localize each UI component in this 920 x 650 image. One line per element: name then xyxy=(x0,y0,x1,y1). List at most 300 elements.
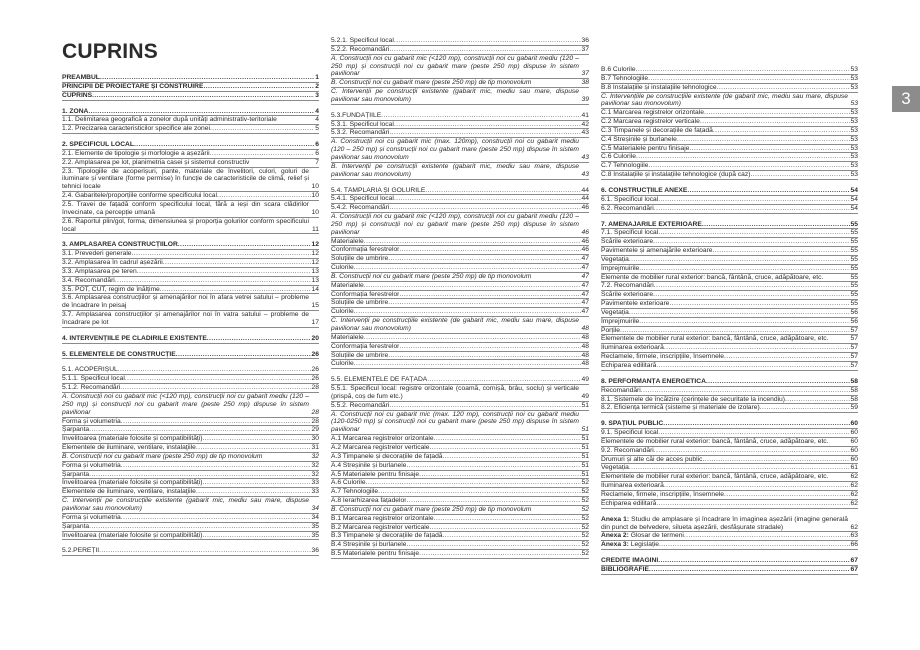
toc-page-number: 55 xyxy=(850,247,858,255)
toc-entry[interactable] xyxy=(331,308,589,317)
toc-dot-leader xyxy=(427,376,580,384)
toc-page-number: 62 xyxy=(850,490,858,498)
toc-entry[interactable] xyxy=(601,282,858,291)
toc-entry[interactable] xyxy=(62,479,319,488)
toc-dot-leader xyxy=(704,109,850,117)
toc-dot-leader xyxy=(636,153,850,161)
toc-page-number: 30 xyxy=(311,435,319,443)
toc-entry[interactable] xyxy=(601,482,858,491)
toc-entry[interactable] xyxy=(601,353,858,362)
toc-entry[interactable] xyxy=(601,187,858,196)
toc-entry[interactable] xyxy=(331,138,589,163)
toc-page-number: 10 xyxy=(311,192,319,200)
toc-dot-leader xyxy=(636,66,850,74)
toc-entry[interactable] xyxy=(331,46,589,55)
toc-entry[interactable] xyxy=(601,464,858,473)
toc-entry[interactable] xyxy=(601,362,858,371)
toc-page-number: 52 xyxy=(581,541,589,549)
toc-dot-leader xyxy=(89,471,310,479)
toc-entry-title: B.5 Materialele pentru finisaje xyxy=(331,550,420,558)
toc-entry[interactable] xyxy=(601,516,858,533)
toc-entry-title: Materialele xyxy=(331,281,364,289)
toc-entry[interactable] xyxy=(601,221,858,230)
toc-entry-title: Șarpanta xyxy=(62,470,90,478)
toc-page-number: 58 xyxy=(850,395,858,403)
toc-entry[interactable] xyxy=(62,125,319,134)
toc-entry[interactable] xyxy=(601,274,858,283)
toc-entry[interactable] xyxy=(601,291,858,300)
toc-entry[interactable] xyxy=(62,74,319,83)
toc-page-number: 4 xyxy=(315,116,319,124)
toc-entry-title: 2.2. Amplasarea pe lot, planimetria casei și sistemul constructiv xyxy=(62,158,250,166)
toc-entry[interactable] xyxy=(331,343,589,352)
toc-entry[interactable] xyxy=(331,163,589,180)
toc-entry-title: Anexa 3: Legislație xyxy=(601,541,660,549)
toc-entry-title: 2.3. Tipologiile de acoperișuri, pante, materiale de învelitori, culori, goluri de iluminare și ventilare (forme permise) în funcție de caracteristicile de climă, relief și tehnici locale xyxy=(62,167,309,191)
toc-page-number: 53 xyxy=(850,74,858,82)
toc-dot-leader xyxy=(654,447,850,455)
toc-column-3 xyxy=(601,66,858,575)
toc-dot-leader xyxy=(364,282,581,290)
toc-entry-title: Iluminarea exterioară xyxy=(601,482,664,490)
toc-entry[interactable] xyxy=(62,108,319,117)
toc-entry-title: 2.4. Gabaritele/proporțiile conforme specificului local xyxy=(62,192,218,200)
toc-entry[interactable] xyxy=(331,506,589,515)
toc-entry-title: Șarpanta xyxy=(62,522,90,530)
toc-entry[interactable] xyxy=(601,162,858,171)
toc-entry-title: A.8 Ierarhizarea fațadelor xyxy=(331,497,407,505)
toc-page-number: 46 xyxy=(581,228,589,236)
toc-entry[interactable] xyxy=(331,264,589,273)
toc-dot-leader xyxy=(210,125,314,133)
toc-page-number: 20 xyxy=(311,334,319,342)
toc-entry-title: C. Intervenții pe construcțiile existente (gabarit mic, mediu sau mare, dispuse pavilionar sau monovolum) xyxy=(62,497,309,512)
toc-dot-leader xyxy=(629,464,850,472)
toc-entry[interactable] xyxy=(331,37,589,46)
toc-page-number: 63 xyxy=(850,532,858,540)
toc-entry-title: Elementele de iluminare, ventilare, instalaţiile xyxy=(62,488,196,496)
toc-entry[interactable] xyxy=(331,273,589,282)
toc-entry-title: B. Construcții noi cu gabarit mare (peste 250 mp) de tip monovolum xyxy=(331,79,532,87)
toc-entry[interactable] xyxy=(62,393,319,418)
toc-dot-leader xyxy=(750,171,849,179)
toc-page-number: 38 xyxy=(581,79,589,87)
toc-entry-title: B.1 Marcarea registrelor orizontale xyxy=(331,514,434,522)
toc-dot-leader xyxy=(641,387,850,395)
toc-entry[interactable] xyxy=(601,109,858,118)
toc-entry[interactable] xyxy=(331,55,589,80)
toc-spacer xyxy=(331,180,589,187)
toc-page-number: 43 xyxy=(581,153,589,161)
toc-entry[interactable] xyxy=(62,250,319,259)
toc-entry[interactable] xyxy=(331,213,589,238)
toc-page-number: 55 xyxy=(850,273,858,281)
toc-entry[interactable] xyxy=(601,387,858,396)
toc-entry-title: C.5 Materialele pentru finisaje xyxy=(601,144,690,152)
toc-entry[interactable] xyxy=(601,196,858,205)
toc-entry[interactable] xyxy=(331,376,589,385)
toc-page-number: 51 xyxy=(581,426,589,434)
toc-entry[interactable] xyxy=(601,335,858,344)
toc-page-number: 52 xyxy=(581,488,589,496)
toc-entry-title: A. Construcții noi cu gabarit mic (max. 120mp), construcții noi cu gabarit mediu (120 – 250 mp) și construcții noi cu gabarit mare (peste 250 mp) dispuse în sistem pavilionar sau monovolum xyxy=(331,138,579,161)
toc-entry[interactable] xyxy=(331,444,589,453)
toc-entry[interactable] xyxy=(331,435,589,444)
toc-entry[interactable] xyxy=(331,282,589,291)
toc-entry[interactable] xyxy=(601,136,858,145)
toc-entry[interactable] xyxy=(62,116,319,125)
toc-page-number: 53 xyxy=(850,162,858,170)
toc-entry[interactable] xyxy=(62,351,319,360)
toc-page-number: 44 xyxy=(581,186,589,194)
toc-entry[interactable] xyxy=(62,311,319,328)
toc-entry[interactable] xyxy=(331,246,589,255)
toc-page-number: 52 xyxy=(581,550,589,558)
toc-page-number: 52 xyxy=(581,523,589,531)
toc-dot-leader xyxy=(689,145,849,153)
toc-entry-title: Conformația ferestrelor xyxy=(331,246,400,254)
toc-spacer xyxy=(62,328,319,335)
toc-page-number: 3 xyxy=(315,91,319,99)
toc-entry[interactable] xyxy=(601,127,858,136)
toc-entry[interactable] xyxy=(601,541,858,550)
toc-entry-title: 3. AMPLASAREA CONSTRUCȚIILOR xyxy=(62,241,178,249)
toc-page-number: 42 xyxy=(581,120,589,128)
toc-entry[interactable] xyxy=(601,344,858,353)
toc-entry-title: Recomandări xyxy=(601,386,641,394)
toc-page-number: 51 xyxy=(581,401,589,409)
toc-page-number: 6 xyxy=(315,141,319,149)
toc-entry[interactable] xyxy=(62,426,319,435)
toc-page-number: 4 xyxy=(315,107,319,115)
toc-entry[interactable] xyxy=(601,238,858,247)
toc-entry[interactable] xyxy=(62,201,319,218)
toc-page-number: 62 xyxy=(850,523,858,531)
toc-entry[interactable] xyxy=(601,93,858,110)
toc-entry[interactable] xyxy=(331,471,589,480)
toc-entry[interactable] xyxy=(331,479,589,488)
toc-page-number: 1 xyxy=(315,74,319,81)
toc-entry[interactable] xyxy=(331,317,589,334)
toc-entry[interactable] xyxy=(62,523,319,532)
toc-entry[interactable] xyxy=(62,366,319,375)
toc-entry-title: 9.1. Specificul local xyxy=(601,429,659,437)
toc-entry-title: 1.1. Delimitarea geografică a zonelor după unități administrativ-teritoriale xyxy=(62,116,277,124)
toc-entry[interactable] xyxy=(601,118,858,127)
toc-entry[interactable] xyxy=(331,187,589,196)
toc-dot-leader xyxy=(366,479,581,487)
toc-entry-title: C.2 Marcarea registrelor verticale xyxy=(601,118,700,126)
toc-dot-leader xyxy=(653,238,850,246)
toc-entry-title: Elementele de iluminare, ventilare, instalaţiile xyxy=(62,444,196,452)
toc-entry[interactable] xyxy=(331,238,589,247)
toc-entry-title: 5.1. ACOPERIȘUL xyxy=(62,366,118,374)
toc-entry-title: C.8 Instalațiile și instalațiile tehnologice (după caz) xyxy=(601,171,751,179)
toc-entry[interactable] xyxy=(601,145,858,154)
toc-dot-leader xyxy=(620,327,850,335)
toc-entry[interactable] xyxy=(331,195,589,204)
toc-dot-leader xyxy=(419,471,580,479)
toc-page-number: 62 xyxy=(850,482,858,490)
toc-page-number: 57 xyxy=(850,344,858,352)
toc-entry[interactable] xyxy=(601,229,858,238)
toc-entry[interactable] xyxy=(331,385,589,402)
toc-entry[interactable] xyxy=(62,462,319,471)
toc-page-number: 56 xyxy=(850,317,858,325)
toc-entry[interactable] xyxy=(601,420,858,429)
toc-entry[interactable] xyxy=(62,141,319,150)
toc-entry[interactable] xyxy=(601,396,858,405)
toc-entry[interactable] xyxy=(601,247,858,256)
toc-entry[interactable] xyxy=(62,268,319,277)
toc-entry-title: B.6 Culorile xyxy=(601,66,636,73)
toc-entry[interactable] xyxy=(601,378,858,387)
toc-entry-title: C.4 Streșinile și burlanele xyxy=(601,135,677,143)
toc-dot-leader xyxy=(121,514,311,522)
toc-entry[interactable] xyxy=(62,259,319,268)
toc-entry[interactable] xyxy=(601,75,858,84)
toc-list-3 xyxy=(601,66,858,575)
toc-page-number: 54 xyxy=(850,195,858,203)
toc-dot-leader xyxy=(706,378,850,386)
toc-page-number: 34 xyxy=(311,504,319,512)
toc-dot-leader xyxy=(639,265,849,273)
toc-entry[interactable] xyxy=(601,171,858,180)
toc-entry[interactable] xyxy=(331,550,589,559)
toc-entry[interactable] xyxy=(331,255,589,264)
toc-entry[interactable] xyxy=(331,515,589,524)
toc-spacer xyxy=(62,359,319,366)
toc-entry-title: 1. ZONA xyxy=(62,107,89,115)
toc-page-number: 15 xyxy=(311,302,319,310)
toc-entry[interactable] xyxy=(601,456,858,465)
toc-entry[interactable] xyxy=(62,435,319,444)
toc-entry[interactable] xyxy=(601,566,858,575)
toc-dot-leader xyxy=(203,435,311,443)
toc-page-number: 51 xyxy=(581,435,589,443)
toc-dot-leader xyxy=(132,250,311,258)
toc-page-number: 59 xyxy=(850,404,858,412)
toc-dot-leader xyxy=(394,37,581,45)
toc-entry[interactable] xyxy=(62,384,319,393)
toc-page-number: 57 xyxy=(850,362,858,369)
toc-entry-title: 5.3.1. Specificul local xyxy=(331,120,394,128)
toc-entry[interactable] xyxy=(331,541,589,550)
toc-entry[interactable] xyxy=(62,150,319,159)
toc-entry[interactable] xyxy=(62,277,319,286)
toc-page-number: 47 xyxy=(581,272,589,280)
toc-page-number: 47 xyxy=(581,264,589,272)
toc-dot-leader xyxy=(88,108,314,116)
toc-dot-leader xyxy=(654,282,850,290)
toc-entry[interactable] xyxy=(601,153,858,162)
toc-entry[interactable] xyxy=(62,514,319,523)
toc-dot-leader xyxy=(394,121,581,129)
toc-page-number: 52 xyxy=(581,514,589,522)
toc-page-number: 12 xyxy=(311,250,319,258)
toc-entry[interactable] xyxy=(331,352,589,361)
toc-dot-leader xyxy=(203,479,311,487)
toc-page-number: 48 xyxy=(581,342,589,350)
toc-entry-title: 2. SPECIFICUL LOCAL xyxy=(62,141,134,149)
toc-entry[interactable] xyxy=(62,241,319,250)
toc-dot-leader xyxy=(163,259,311,267)
toc-entry[interactable] xyxy=(62,218,319,235)
toc-entry[interactable] xyxy=(331,524,589,533)
toc-dot-leader xyxy=(629,256,850,264)
toc-entry-title: A. Construcții noi cu gabarit mic (<120 mp), construcții noi cu gabarit mediu (120 – 250 mp) și construcții noi cu gabarit mare (peste 250 mp) dispuse în sistem pavilionar xyxy=(331,54,579,78)
toc-page-number: 43 xyxy=(581,170,589,178)
toc-entry[interactable] xyxy=(331,411,589,436)
toc-page-number: 57 xyxy=(850,335,858,343)
toc-entry[interactable] xyxy=(331,291,589,300)
toc-entry-title: Conformația ferestrelor xyxy=(331,342,400,350)
toc-entry[interactable] xyxy=(331,204,589,213)
toc-entry-title: Forma și volumetria xyxy=(62,461,121,469)
toc-entry-title: Materialele xyxy=(331,333,364,341)
toc-entry[interactable] xyxy=(601,309,858,318)
toc-dot-leader xyxy=(399,291,580,299)
toc-entry[interactable] xyxy=(601,256,858,265)
toc-entry[interactable] xyxy=(62,159,319,168)
toc-entry[interactable] xyxy=(331,360,589,369)
toc-entry[interactable] xyxy=(601,532,858,541)
toc-dot-leader xyxy=(656,362,849,370)
toc-entry[interactable] xyxy=(62,497,319,514)
toc-page-number: 28 xyxy=(311,384,319,392)
toc-dot-leader xyxy=(702,456,849,464)
toc-entry[interactable] xyxy=(601,318,858,327)
toc-entry[interactable] xyxy=(62,488,319,497)
toc-dot-leader xyxy=(724,491,850,499)
toc-entry[interactable] xyxy=(331,532,589,541)
toc-dot-leader xyxy=(160,286,311,294)
toc-entry[interactable] xyxy=(601,429,858,438)
toc-entry[interactable] xyxy=(62,532,319,541)
toc-entry[interactable] xyxy=(62,471,319,480)
toc-entry[interactable] xyxy=(62,83,319,92)
toc-page-number: 48 xyxy=(581,325,589,332)
toc-entry[interactable] xyxy=(331,299,589,308)
toc-entry-title: B.4 Streșinile și burlanele xyxy=(331,541,407,549)
toc-dot-leader xyxy=(434,515,581,523)
toc-spacer xyxy=(62,344,319,351)
toc-entry[interactable] xyxy=(62,335,319,344)
toc-page-number: 2 xyxy=(315,82,319,90)
toc-entry[interactable] xyxy=(62,294,319,311)
toc-dot-leader xyxy=(389,402,580,410)
toc-entry-title: PREAMBUL xyxy=(62,74,100,81)
toc-entry[interactable] xyxy=(601,265,858,274)
toc-entry[interactable] xyxy=(331,497,589,506)
toc-dot-leader xyxy=(664,482,850,490)
toc-entry[interactable] xyxy=(601,447,858,456)
toc-dot-leader xyxy=(658,196,849,204)
toc-page-number: 51 xyxy=(581,461,589,469)
toc-entry[interactable] xyxy=(601,557,858,566)
toc-entry[interactable] xyxy=(331,462,589,471)
toc-entry[interactable] xyxy=(62,192,319,201)
toc-entry[interactable] xyxy=(331,112,589,121)
toc-entry-title: Scările exterioare xyxy=(601,291,654,299)
toc-entry[interactable] xyxy=(62,92,319,101)
toc-entry[interactable] xyxy=(601,84,858,93)
toc-entry[interactable] xyxy=(601,438,858,447)
toc-entry-title: A. Construcții noi cu gabarit mic (<120 mp), construcții noi cu gabarit mediu (120 – 250 mp) și construcții noi cu gabarit mare (peste 250 mp) dispuse în sistem pavilionar xyxy=(331,213,579,236)
toc-entry[interactable] xyxy=(62,418,319,427)
toc-dot-leader xyxy=(125,375,311,383)
toc-entry[interactable] xyxy=(62,547,319,556)
toc-entry[interactable] xyxy=(62,375,319,384)
toc-dot-leader xyxy=(100,74,314,82)
toc-dot-leader xyxy=(378,488,580,496)
toc-entry-title: B.3 Timpanele și decorațiile de fațadă xyxy=(331,532,443,540)
toc-dot-leader xyxy=(724,353,850,361)
toc-entry-title: PRINCIPII DE PROIECTARE ȘI CONSTRUIRE xyxy=(62,82,204,90)
toc-entry-title: Elemente de mobilier rural exterior: bancă, fântână, cruce, adăpătoare, etc. xyxy=(601,273,824,281)
toc-entry-title: 6. CONSTRUCȚIILE ANEXE xyxy=(601,186,688,194)
toc-entry[interactable] xyxy=(331,488,589,497)
toc-spacer xyxy=(601,371,858,378)
toc-entry[interactable] xyxy=(331,402,589,411)
toc-entry[interactable] xyxy=(601,473,858,482)
toc-page-number: 43 xyxy=(581,129,589,137)
toc-entry[interactable] xyxy=(601,404,858,413)
toc-entry[interactable] xyxy=(62,286,319,295)
toc-dot-leader xyxy=(677,136,850,144)
toc-entry[interactable] xyxy=(331,453,589,462)
toc-entry[interactable] xyxy=(331,334,589,343)
toc-entry[interactable] xyxy=(62,444,319,453)
toc-spacer xyxy=(601,180,858,187)
toc-page-number: 53 xyxy=(850,118,858,126)
toc-entry[interactable] xyxy=(331,79,589,88)
toc-entry-title: A.2 Marcarea registrelor verticale xyxy=(331,443,430,451)
toc-entry-title: 5.1.2. Recomandări xyxy=(62,384,121,392)
toc-entry-title: Pavimentele exterioare xyxy=(601,300,670,308)
toc-entry-title: C.3 Timpanele și decorațiile de fațadă xyxy=(601,126,713,134)
toc-dot-leader xyxy=(389,204,580,212)
toc-entry-title: Învelitoarea (materiale folosite și compatibilități) xyxy=(62,435,203,443)
toc-entry[interactable] xyxy=(601,327,858,336)
toc-entry[interactable] xyxy=(331,129,589,138)
toc-entry[interactable] xyxy=(331,121,589,130)
toc-page-number: 46 xyxy=(581,204,589,212)
toc-entry[interactable] xyxy=(331,88,589,105)
toc-entry-title: 8. PERFORMANȚA ENERGETICĂ xyxy=(601,377,706,385)
toc-entry[interactable] xyxy=(62,453,319,462)
toc-page-number: 51 xyxy=(581,452,589,460)
toc-entry-title: A.4 Streșinile și burlanele xyxy=(331,461,407,469)
toc-page-number: 48 xyxy=(581,351,589,359)
toc-page-number: 60 xyxy=(850,455,858,463)
toc-entry[interactable] xyxy=(601,491,858,500)
toc-page-number: 61 xyxy=(850,464,858,472)
toc-entry[interactable] xyxy=(601,500,858,509)
toc-page-number: 37 xyxy=(581,45,589,53)
toc-dot-leader xyxy=(663,420,849,428)
toc-entry[interactable] xyxy=(601,205,858,214)
toc-entry-title: 3.6. Amplasarea construcțiilor și amenajărilor noi în afara vetrei satului – probleme de încadrare în peisaj xyxy=(62,294,309,310)
toc-spacer xyxy=(62,540,319,547)
toc-entry-title: 9.2. Recomandări xyxy=(601,446,654,454)
toc-entry[interactable] xyxy=(601,300,858,309)
toc-entry-title: Soluțiile de umbrire xyxy=(331,255,389,263)
toc-entry[interactable] xyxy=(62,168,319,193)
toc-entry[interactable] xyxy=(601,66,858,75)
toc-page-number: 66 xyxy=(850,541,858,549)
toc-page-number: 17 xyxy=(311,318,319,326)
